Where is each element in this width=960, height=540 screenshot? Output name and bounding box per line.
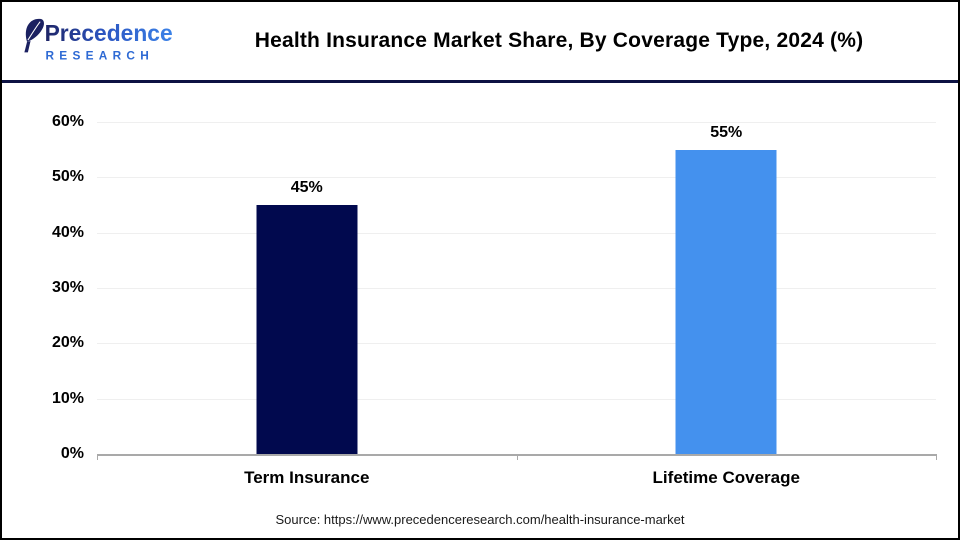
y-axis-labels <box>2 113 84 462</box>
y-tick-label: 40% <box>51 223 84 241</box>
category-band <box>97 122 517 454</box>
category-label: Lifetime Coverage <box>652 468 800 487</box>
logo-subtext: RESEARCH <box>45 48 155 63</box>
y-tick-label: 30% <box>51 279 84 296</box>
header <box>2 2 958 80</box>
bar-term-insurance <box>256 205 357 454</box>
precedence-research-logo <box>20 13 178 69</box>
x-axis-tick <box>97 454 98 460</box>
bar-value-label: 45% <box>290 179 323 196</box>
y-tick-label: 60% <box>51 113 84 130</box>
x-axis-tick <box>936 454 937 460</box>
y-tick-label: 0% <box>60 445 84 462</box>
bar-value-label: 55% <box>710 123 743 141</box>
y-tick-label: 50% <box>51 168 84 186</box>
category-band <box>517 122 937 454</box>
y-tick-label: 20% <box>51 334 84 352</box>
y-tick-label: 10% <box>51 389 84 407</box>
chart-title: Health Insurance Market Share, By Coverage Type, 2024 (%) <box>254 29 864 52</box>
bar-lifetime-coverage <box>676 150 777 454</box>
category-label: Term Insurance <box>244 468 370 487</box>
leaf-icon <box>24 19 44 53</box>
chart-area <box>2 83 958 538</box>
plot-area <box>97 122 936 456</box>
x-axis-labels <box>97 468 936 494</box>
source-note: Source: https://www.precedenceresearch.com/health-insurance-market <box>275 512 685 527</box>
x-axis-tick <box>517 454 518 460</box>
logo-wordmark: Precedence <box>44 20 173 46</box>
